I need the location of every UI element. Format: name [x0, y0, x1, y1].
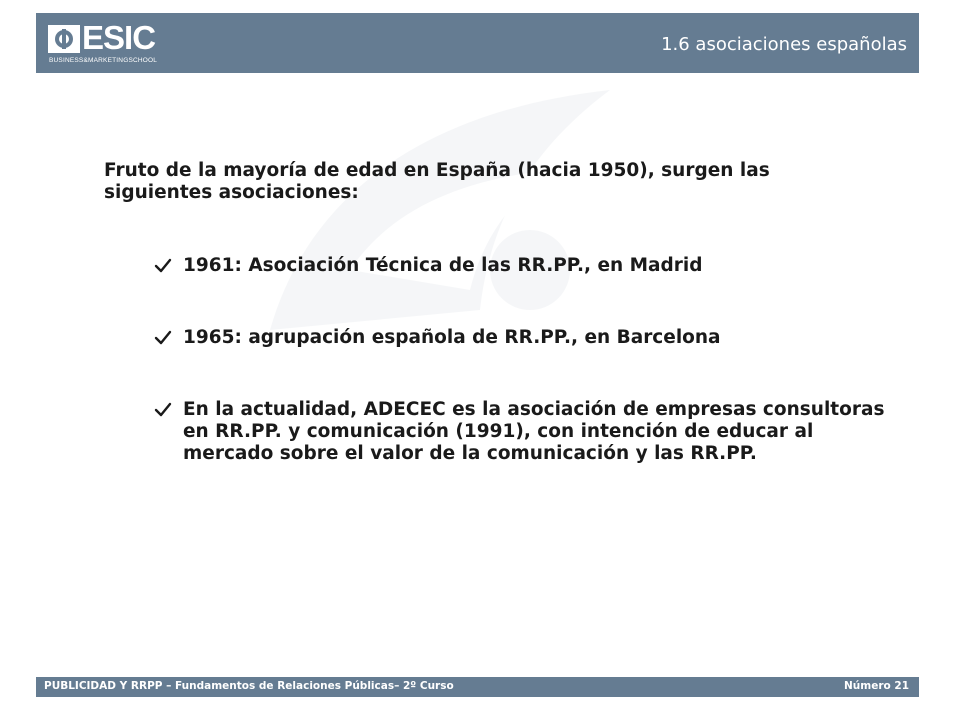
list-item-text: En la actualidad, ADECEC es la asociación de empresas consultoras en RR.PP. y comunicación (1991), con intención de educar al mercado sobre el valor de la comunicación y las RR.PP. — [183, 399, 885, 464]
esic-logo — [48, 19, 198, 67]
list-item-text: 1965: agrupación española de RR.PP., en Barcelona — [183, 327, 721, 348]
intro-paragraph: Fruto de la mayoría de edad en España (hacia 1950), surgen las siguientes asociaciones: — [104, 160, 770, 203]
footer-bar — [36, 677, 919, 697]
page-number: Número 21 — [844, 680, 909, 692]
check-icon — [154, 402, 172, 418]
association-list — [150, 255, 910, 465]
logo-wordmark: ESIC — [82, 19, 156, 56]
list-item — [150, 327, 910, 349]
footer-course-label: PUBLICIDAD Y RRPP – Fundamentos de Relaciones Públicas– 2º Curso — [44, 680, 454, 692]
list-item — [150, 399, 910, 465]
header-bar — [36, 13, 919, 73]
check-icon — [154, 330, 172, 346]
list-item — [150, 255, 910, 277]
list-item-text: 1961: Asociación Técnica de las RR.PP., en Madrid — [183, 255, 703, 276]
logo-tagline: BUSINESS&MARKETINGSCHOOL — [49, 57, 158, 64]
check-icon — [154, 258, 172, 274]
esic-seal-icon — [48, 25, 80, 53]
section-title: 1.6 asociaciones españolas — [661, 34, 907, 55]
